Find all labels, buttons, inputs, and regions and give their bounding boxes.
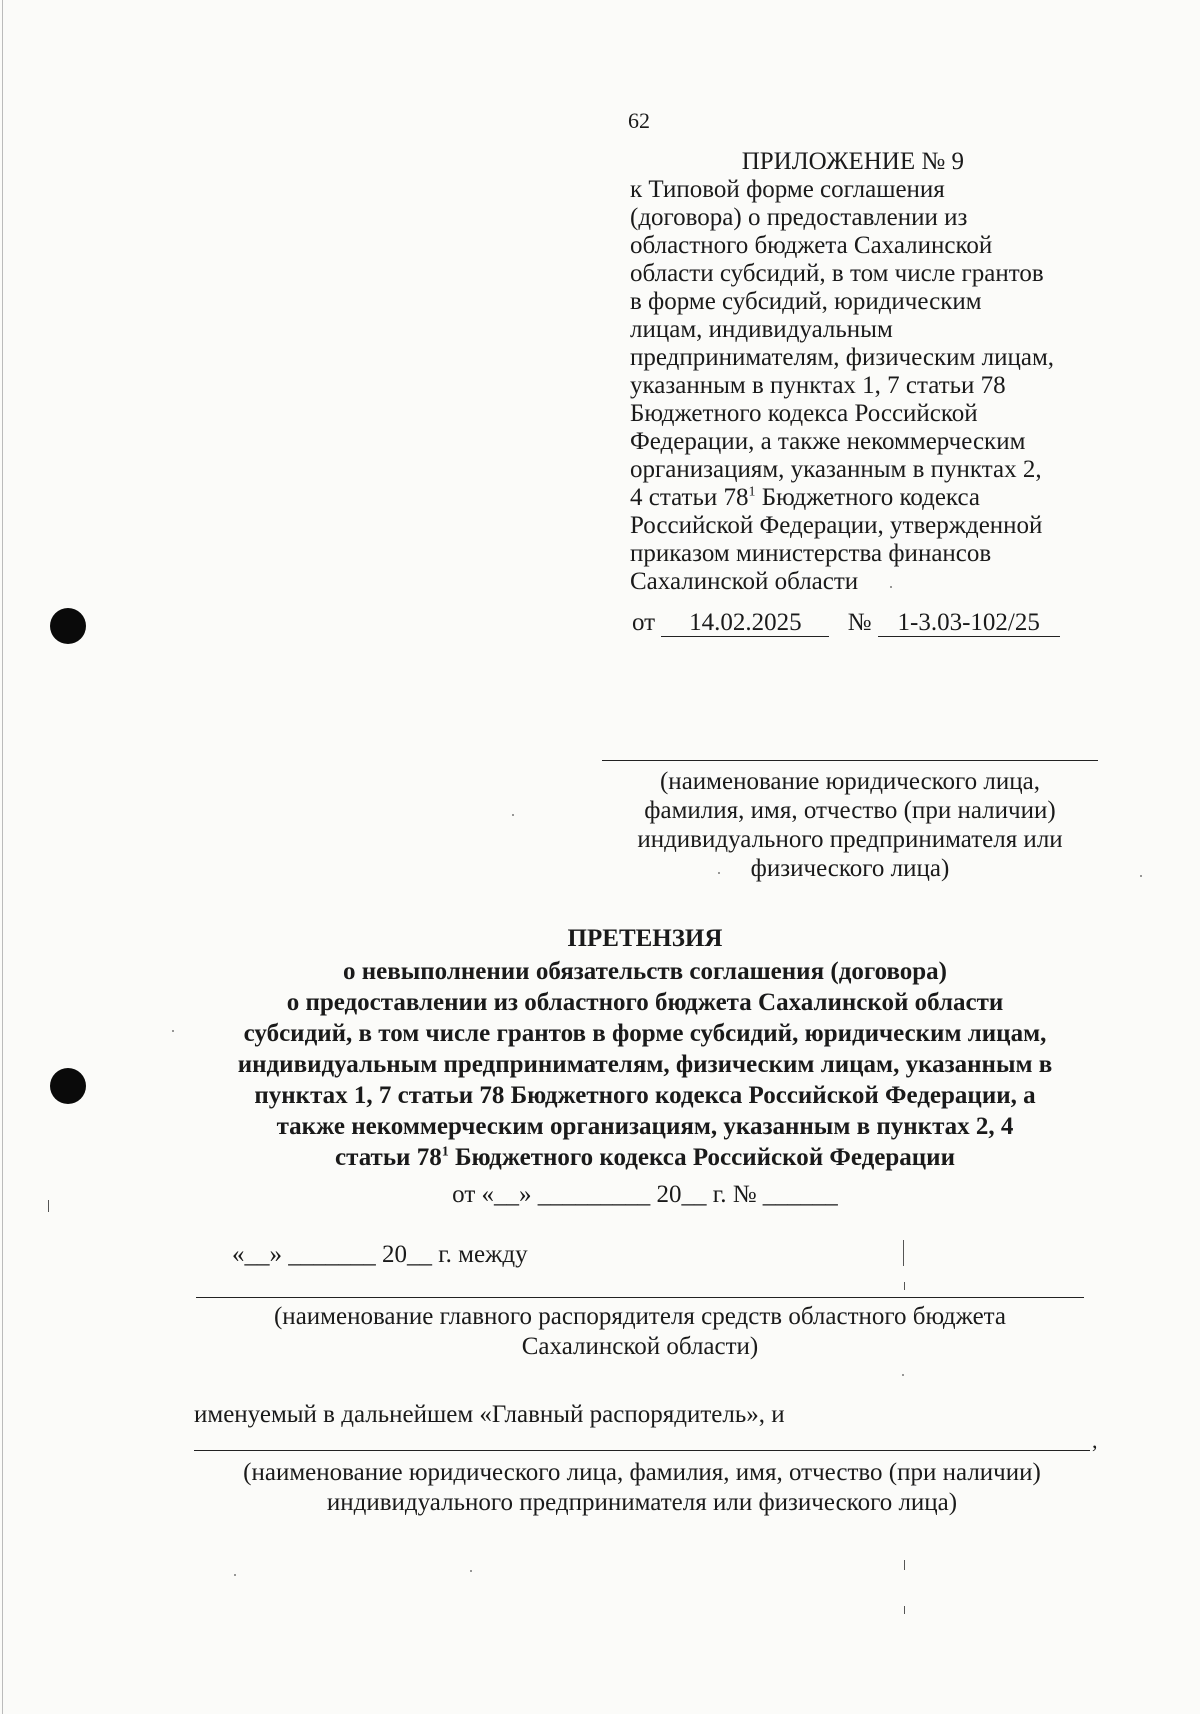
caption-line: (наименование юридического лица, xyxy=(659,768,1041,795)
scan-mark xyxy=(904,1606,905,1614)
caption-line: (наименование юридического лица, фамилия, имя, отчество (при наличии) xyxy=(243,1459,1041,1486)
appendix-line: указанным в пунктах 1, 7 статьи 78 xyxy=(630,372,1006,399)
subtitle-line-text: Бюджетного кодекса Российской Федерации xyxy=(448,1144,955,1171)
scan-speck xyxy=(470,1570,472,1572)
subtitle-line-text: статьи 78 xyxy=(335,1144,442,1171)
between-line: «__» _______ 20__ г. между xyxy=(232,1241,528,1268)
subtitle-line: также некоммерческим организациям, указанным в пунктах 2, 4 xyxy=(276,1113,1014,1140)
appendix-header xyxy=(630,148,1098,596)
appendix-line: (договора) о предоставлении из xyxy=(630,204,968,231)
caption-line: индивидуального предпринимателя или xyxy=(637,826,1063,853)
order-date: 14.02.2025 xyxy=(661,610,829,637)
distributor-caption xyxy=(196,1302,1084,1362)
appendix-line: лицам, индивидуальным xyxy=(630,316,893,343)
appendix-line: области субсидий, в том числе грантов xyxy=(630,260,1044,287)
scan-mark xyxy=(904,1282,905,1290)
scan-edge xyxy=(2,0,3,1714)
scan-speck xyxy=(890,586,892,588)
subtitle-line: индивидуальным предпринимателям, физическим лицам, указанным в xyxy=(237,1051,1053,1078)
recipient-caption xyxy=(602,767,1098,883)
subtitle-line: о предоставлении из областного бюджета Сахалинской области xyxy=(286,989,1004,1016)
appendix-line-text: 4 статьи 78 xyxy=(630,484,749,511)
appendix-line: организациям, указанным в пунктах 2, xyxy=(630,456,1042,483)
scan-speck xyxy=(902,1374,904,1376)
claim-heading xyxy=(190,922,1100,1173)
order-prefix: от xyxy=(632,609,656,636)
order-number-sign: № xyxy=(847,609,872,636)
subtitle-line: пунктах 1, 7 статьи 78 Бюджетного кодекса Российской Федерации, а xyxy=(254,1082,1036,1109)
appendix-body xyxy=(630,176,1098,596)
appendix-line: областного бюджета Сахалинской xyxy=(630,232,993,259)
scan-speck xyxy=(1140,875,1142,877)
named-line: именуемый в дальнейшем «Главный распорядитель», и xyxy=(194,1401,785,1428)
appendix-line: приказом министерства финансов xyxy=(630,540,992,567)
appendix-line: Бюджетного кодекса Российской xyxy=(630,400,978,427)
appendix-line: Сахалинской области xyxy=(630,568,859,595)
appendix-line-text: Бюджетного кодекса xyxy=(755,484,980,511)
caption-line: (наименование главного распорядителя средств областного бюджета xyxy=(273,1303,1006,1330)
appendix-line: Российской Федерации, утвержденной xyxy=(630,512,1043,539)
caption-line: Сахалинской области) xyxy=(521,1333,759,1360)
recipient-caption-2 xyxy=(194,1458,1090,1518)
appendix-line: Федерации, а также некоммерческим xyxy=(630,428,1026,455)
order-number: 1-3.03-102/25 xyxy=(878,610,1060,637)
scan-speck xyxy=(512,814,514,816)
claim-title: ПРЕТЕНЗИЯ xyxy=(567,925,723,952)
scan-mark xyxy=(903,1240,904,1266)
scan-mark xyxy=(904,1560,905,1570)
scan-mark xyxy=(48,1200,49,1212)
scan-speck xyxy=(172,1030,174,1032)
recipient-name-line-2 xyxy=(194,1450,1090,1451)
claim-date-line: от «__» _________ 20__ г. № ______ xyxy=(452,1181,838,1208)
subtitle-line: субсидий, в том числе грантов в форме субсидий, юридическим лицам, xyxy=(243,1020,1047,1047)
superscript: 1 xyxy=(748,484,756,500)
scan-speck xyxy=(718,872,720,874)
appendix-line: к Типовой форме соглашения xyxy=(630,176,945,203)
caption-line: индивидуального предпринимателя или физического лица) xyxy=(326,1489,958,1516)
caption-line: фамилия, имя, отчество (при наличии) xyxy=(644,797,1056,824)
recipient-name-line xyxy=(602,760,1098,761)
appendix-line: предпринимателям, физическим лицам, xyxy=(630,344,1055,371)
appendix-line xyxy=(630,484,1098,512)
caption-line: физического лица) xyxy=(750,855,950,882)
subtitle-line xyxy=(190,1142,1100,1173)
subtitle-line: о невыполнении обязательств соглашения (договора) xyxy=(342,958,948,985)
order-reference xyxy=(632,608,1100,638)
claim-subtitle xyxy=(190,956,1100,1173)
distributor-name-line xyxy=(196,1297,1084,1298)
appendix-title: ПРИЛОЖЕНИЕ № 9 xyxy=(741,148,964,175)
page-number: 62 xyxy=(628,108,650,133)
superscript: 1 xyxy=(441,1144,449,1160)
punch-hole-icon xyxy=(50,608,86,644)
scan-speck xyxy=(234,1574,236,1576)
appendix-line: в форме субсидий, юридическим xyxy=(630,288,982,315)
punch-hole-icon xyxy=(50,1068,86,1104)
comma-mark: , xyxy=(1092,1428,1098,1453)
